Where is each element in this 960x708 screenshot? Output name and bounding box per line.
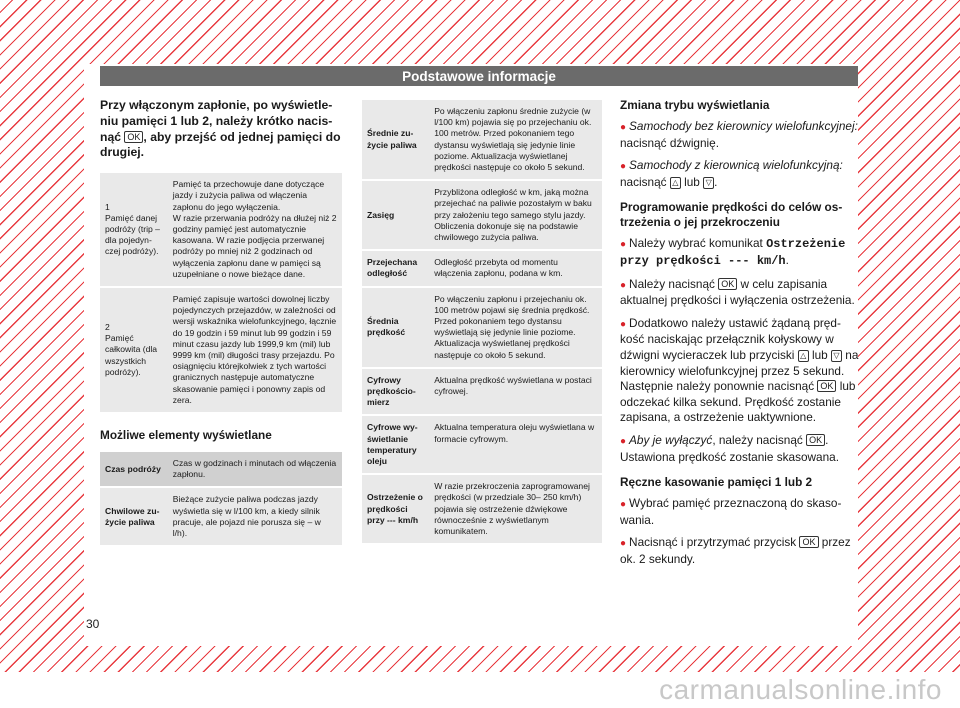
- table-row: [100, 488, 342, 545]
- row-description: Przybliżona odległość w km, jaką można przejechać na paliwie pozostałym w baku przy założeniu tego samego stylu jazdy. Obliczenia dokonuje się na podstawie chwilowego zużycia paliwa.: [429, 181, 602, 249]
- column-left: [100, 98, 342, 547]
- item-text: nacisnąć: [620, 174, 667, 189]
- table-row: [362, 100, 602, 179]
- item-text: Wybrać pamięć przeznaczoną do skasowania.: [620, 496, 842, 527]
- ok-button-icon: OK: [124, 131, 143, 143]
- row-description: Aktualna temperatura oleju wyświetlana w formacie cyfrowym.: [429, 416, 602, 473]
- intro-text-post: , aby przejść od jednej pamięci do drugiej.: [100, 129, 341, 160]
- row-label: Chwilowe zużycie paliwa: [100, 488, 168, 545]
- page-number: 30: [86, 617, 100, 631]
- item-text: lub odczekać kilka sekund. Prędkość zostanie zapisana, a ostrzeżenie uaktywnione.: [620, 379, 856, 425]
- down-arrow-icon: ▽: [703, 177, 714, 189]
- table-row: [362, 475, 602, 543]
- table-row: [100, 173, 342, 286]
- bullet-icon: ●: [620, 538, 627, 550]
- elements-table: [100, 450, 342, 547]
- bullet-icon: ●: [620, 122, 627, 133]
- row-label: Zasięg: [362, 181, 429, 249]
- display-message: Ostrzeżenie przy prędkości --- km/h: [620, 237, 846, 268]
- row-label: 1 Pamięć danej podróży (trip – dla pojedynczej podróży).: [100, 173, 168, 286]
- table-row: [100, 452, 342, 486]
- table-row: [362, 416, 602, 473]
- heading-manual-reset: Ręczne kasowanie pamięci 1 lub 2: [620, 475, 813, 490]
- list-item: [620, 316, 860, 426]
- elements-table-continued: [362, 98, 602, 545]
- list-item: [620, 535, 860, 567]
- ok-button-icon: OK: [806, 434, 825, 446]
- page-title: Podstawowe informacje: [100, 66, 858, 86]
- item-text: lub: [808, 347, 831, 362]
- watermark: carmanualsonline.info: [0, 672, 960, 708]
- table-row: [362, 181, 602, 249]
- item-text: . Ustawiona prędkość zostanie skasowana.: [620, 432, 840, 464]
- bullet-icon: ●: [620, 239, 627, 251]
- intro-text-pre: Przy włączonym zapłonie, po wyświetleniu pamięci 1 lub 2, należy krótko nacisnąć: [100, 98, 333, 144]
- row-description: Pamięć zapisuje wartości dowolnej liczby pojedynczych przejazdów, w zależności od wersji wskaźnika wielofunkcyjnego, łącznie do 19 godzin i 59 minut lub 99 godzin i 59 minut czasu jazdy lub 1999,9 km (mil) lub 9999 km (mil) długości trasy przejazdu. Po osiągnięciu którejkolwiek z tych wartości granicznych następuje automatyczne skasowanie pamięci i ponowny zapis od zera.: [168, 288, 342, 412]
- intro-paragraph: [100, 98, 342, 161]
- item-text: lub: [680, 174, 704, 189]
- list-item: [620, 158, 860, 190]
- item-text: .: [785, 252, 789, 267]
- row-description: Odległość przebyta od momentu włączenia zapłonu, podana w km.: [429, 251, 602, 285]
- row-label: Średnie zużycie paliwa: [362, 100, 429, 179]
- bullet-icon: ●: [620, 435, 627, 447]
- bullet-icon: ●: [620, 161, 627, 173]
- row-label: Ostrzeżenie o prędkości przy --- km/h: [362, 475, 429, 543]
- row-description: Po włączeniu zapłonu średnie zużycie (w l/100 km) pojawia się po przejechaniu ok. 100 metrów. Przed pokonaniem tego dystansu wyświetlają się jedynie linie poziome. Aktualizacja wyświetlanej prędkości następuje co około 5 sekund.: [429, 100, 602, 179]
- section-title: Możliwe elementy wyświetlane: [100, 428, 272, 443]
- item-label: Samochody bez kierownicy wielofunkcyjnej:: [629, 119, 858, 133]
- table-row: [362, 251, 602, 285]
- bullet-icon: ●: [620, 318, 627, 330]
- table-row: [362, 288, 602, 367]
- memory-table: [100, 171, 342, 414]
- table-row: [362, 369, 602, 415]
- bullet-icon: ●: [620, 279, 627, 291]
- item-text: .: [714, 174, 718, 189]
- column-middle: [362, 98, 602, 545]
- row-label: Przejechana odległość: [362, 251, 429, 285]
- item-text: na kierownicy wielofunkcyjnej przez 5 sekund. Następnie należy ponownie nacisnąć: [620, 347, 859, 394]
- row-description: W razie przekroczenia zaprogramowanej prędkości (w przedziale 30– 250 km/h) pojawia się ostrzeżenie dźwiękowe równocześnie z wyświetlanym komunikatem.: [429, 475, 602, 543]
- item-label: Samochody z kierownicą wielofunkcyjną:: [629, 158, 843, 173]
- item-text: Należy nacisnąć: [629, 276, 715, 291]
- row-label: Cyfrowe wyświetlanie temperatury oleju: [362, 416, 429, 473]
- bullet-icon: ●: [620, 499, 627, 511]
- list-item: [620, 433, 860, 465]
- row-label: Cyfrowy prędkościomierz: [362, 369, 429, 415]
- item-text: Dodatkowo należy ustawić żądaną prędkość naciskając przełącznik kołyskowy w dźwigni wycieraczek lub przyciski: [620, 315, 841, 362]
- item-text: przez ok. 2 sekundy.: [620, 535, 851, 566]
- row-description: Bieżące zużycie paliwa podczas jazdy wyświetla się w l/100 km, a kiedy silnik pracuje, ale pojazd nie porusza się – w l/h).: [168, 488, 342, 545]
- heading-speed-warning: Programowanie prędkości do celów ostrzeżenia o jej przekroczeniu: [620, 200, 843, 230]
- row-label: Czas podróży: [100, 452, 168, 486]
- row-label: 2 Pamięć całkowita (dla wszystkich podróży).: [100, 288, 168, 412]
- row-description: Po włączeniu zapłonu i przejechaniu ok. 100 metrów pojawi się średnia prędkość. Przed pokonaniem tego dystansu wyświetlają się jedynie linie poziome. Aktualizacja wyświetlanej prędkości następuje co około 5 sekund.: [429, 288, 602, 367]
- down-arrow-icon: ▽: [831, 350, 842, 362]
- row-description: Aktualna prędkość wyświetlana w postaci cyfrowej.: [429, 369, 602, 415]
- item-label: Aby je wyłączyć: [629, 432, 713, 447]
- item-text: nacisnąć dźwignię.: [620, 135, 720, 150]
- row-description: Czas w godzinach i minutach od włączenia zapłonu.: [168, 452, 342, 486]
- ok-button-icon: OK: [817, 380, 836, 392]
- row-description: Pamięć ta przechowuje dane dotyczące jazdy i zużycia paliwa od włączenia zapłonu do jego wyłączenia. W razie przerwania podróży na dłużej niż 2 godziny pamięć jest automatycznie kasowana. W razie podjęcia przerwanej podróży po mniej niż 2 godzinach od wyłączenia zapłonu dane w pamięci są uzupełniane o nowe bieżące dane.: [168, 173, 342, 286]
- list-item: [620, 277, 860, 309]
- up-arrow-icon: △: [670, 177, 681, 189]
- item-text: Należy wybrać komunikat: [629, 236, 767, 251]
- item-text: , należy nacisnąć: [712, 432, 803, 447]
- list-item: [620, 236, 860, 269]
- item-text: Nacisnąć i przytrzymać przycisk: [629, 535, 797, 550]
- ok-button-icon: OK: [799, 536, 818, 548]
- ok-button-icon: OK: [718, 278, 737, 290]
- column-right: [620, 98, 860, 574]
- list-item: [620, 496, 860, 528]
- table-row: [100, 288, 342, 412]
- item-text: w celu zapisania aktualnej prędkości i wyłączenia ostrzeżenia.: [620, 276, 855, 308]
- up-arrow-icon: △: [798, 350, 809, 362]
- heading-display-mode: Zmiana trybu wyświetlania: [620, 98, 770, 112]
- row-label: Średnia prędkość: [362, 288, 429, 367]
- list-item: [620, 119, 860, 151]
